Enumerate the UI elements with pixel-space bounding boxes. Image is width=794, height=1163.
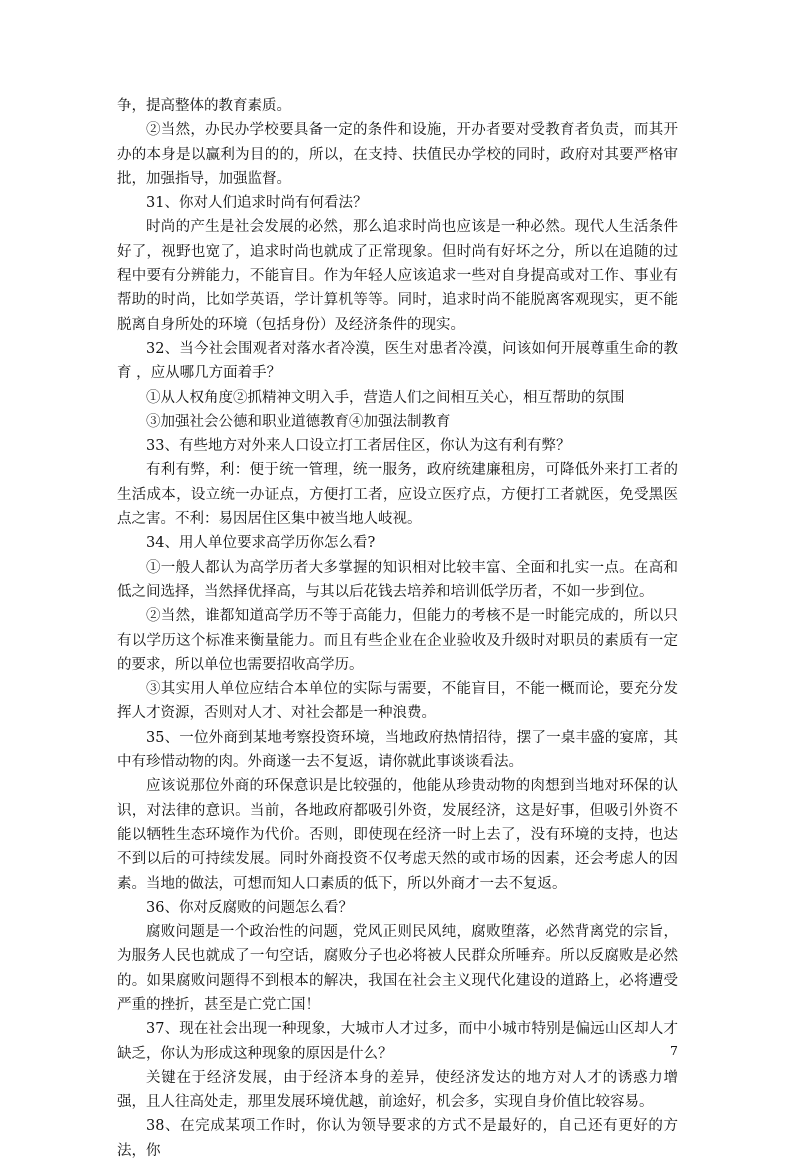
paragraph-question-37: 37、现在社会出现一种现象，大城市人才过多，而中小城市特别是偏远山区却人才缺乏，你认为形成这种现象的原因是什么？ <box>117 1021 678 1062</box>
paragraph-answer: 腐败问题是一个政治性的问题，党风正则民风纯，腐败堕落，必然背离党的宗旨，为服务人民也就成了一句空话，腐败分子也必将被人民群众所唾弃。所以反腐败是必然的。如果腐败问题得不到根本的解决，我国在社会主义现代化建设的道路上，必将遭受严重的挫折，甚至是亡党亡国！ <box>117 924 678 1013</box>
paragraph-continuation: 争，提高整体的教育素质。 <box>117 98 291 114</box>
paragraph-answer: ①一般人都认为高学历者大多掌握的知识相对比较丰富、全面和扎实一点。在高和低之间选择，当然择优择高，与其以后花钱去培养和培训低学历者，不如一步到位。 <box>117 559 678 600</box>
paragraph-question-33: 33、有些地方对外来人口设立打工者居住区，你认为这有利有弊？ <box>146 438 571 455</box>
paragraph-answer: ①从人权角度②抓精神文明入手，营造人们之间相互关心，相互帮助的氛围 <box>146 389 625 406</box>
paragraph-question-38: 38、在完成某项工作时，你认为领导要求的方式不是最好的，自己还有更好的方法，你 <box>117 1118 678 1159</box>
paragraph-answer: ③其实用人单位应结合本单位的实际与需要，不能盲目，不能一概而论，要充分发挥人才资源，否则对人才、对社会都是一种浪费。 <box>117 681 678 722</box>
paragraph-question-34: 34、用人单位要求高学历你怎么看? <box>146 535 376 552</box>
paragraph-answer: 应该说那位外商的环保意识是比较强的，他能从珍贵动物的肉想到当地对环保的认识，对法律的意识。当前，各地政府都吸引外资，发展经济，这是好事，但吸引外资不能以牺牲生态环境作为代价。否则，即使现在经济一时上去了，没有环境的支持，也达不到以后的可持续发展。同时外商投资不仅考虑天然的或市场的因素，还会考虑人的因素。当地的做法，可想而知人口素质的低下，所以外商才一去不复返。 <box>117 778 678 892</box>
paragraph-answer: ③加强社会公德和职业道德教育④加强法制教育 <box>146 413 451 430</box>
paragraph-answer: 关键在于经济发展，由于经济本身的差异，使经济发达的地方对人才的诱惑力增强，且人往高处走，那里发展环境优越，前途好，机会多，实现自身价值比较容易。 <box>117 1069 678 1111</box>
page-number: 7 <box>670 1043 678 1058</box>
paragraph-answer: ②当然，办民办学校要具备一定的条件和设施，开办者要对受教育者负责，而其开办的本身是以赢利为目的的，所以，在支持、扶值民办学校的同时，政府对其要严格审批，加强指导，加强监督。 <box>117 122 678 187</box>
paragraph-question-32: 32、当今社会围观者对落水者冷漠，医生对患者冷漠，问该如何开展尊重生命的教育 ，应从哪几方面着手？ <box>117 340 678 382</box>
paragraph-question-36: 36、你对反腐败的问题怎么看？ <box>146 899 353 916</box>
paragraph-answer: 有利有弊，利：便于统一管理，统一服务，政府统建廉租房，可降低外来打工者的生活成本，设立统一办证点，方便打工者，应设立医疗点，方便打工者就医，免受黑医点之害。不利：易因居住区集中被当地人岐视。 <box>117 462 678 528</box>
paragraph-answer: ②当然，谁都知道高学历不等于高能力，但能力的考核不是一时能完成的，所以只有以学历这个标准来衡量能力。而且有些企业在企业验收及升级时对职员的素质有一定的要求，所以单位也需要招收高学历。 <box>117 608 678 673</box>
paragraph-answer: 时尚的产生是社会发展的必然，那么追求时尚也应该是一种必然。现代人生活条件好了，视野也宽了，追求时尚也就成了正常现象。但时尚有好坏之分，所以在追随的过程中要有分辨能力，不能盲目。作为年轻人应该追求一些对自身提高或对工作、事业有帮助的时尚，比如学英语，学计算机等等。同时，追求时尚不能脱离客观现实，更不能脱离自身所处的环境（包括身份）及经济条件的现实。 <box>117 219 678 333</box>
paragraph-question-35: 35、一位外商到某地考察投资环境，当地政府热情招待，摆了一桌丰盛的宴席，其中有珍惜动物的肉。外商遂一去不复返，请你就此事谈谈看法。 <box>117 729 678 771</box>
paragraph-question-31: 31、你对人们追求时尚有何看法？ <box>146 195 368 212</box>
